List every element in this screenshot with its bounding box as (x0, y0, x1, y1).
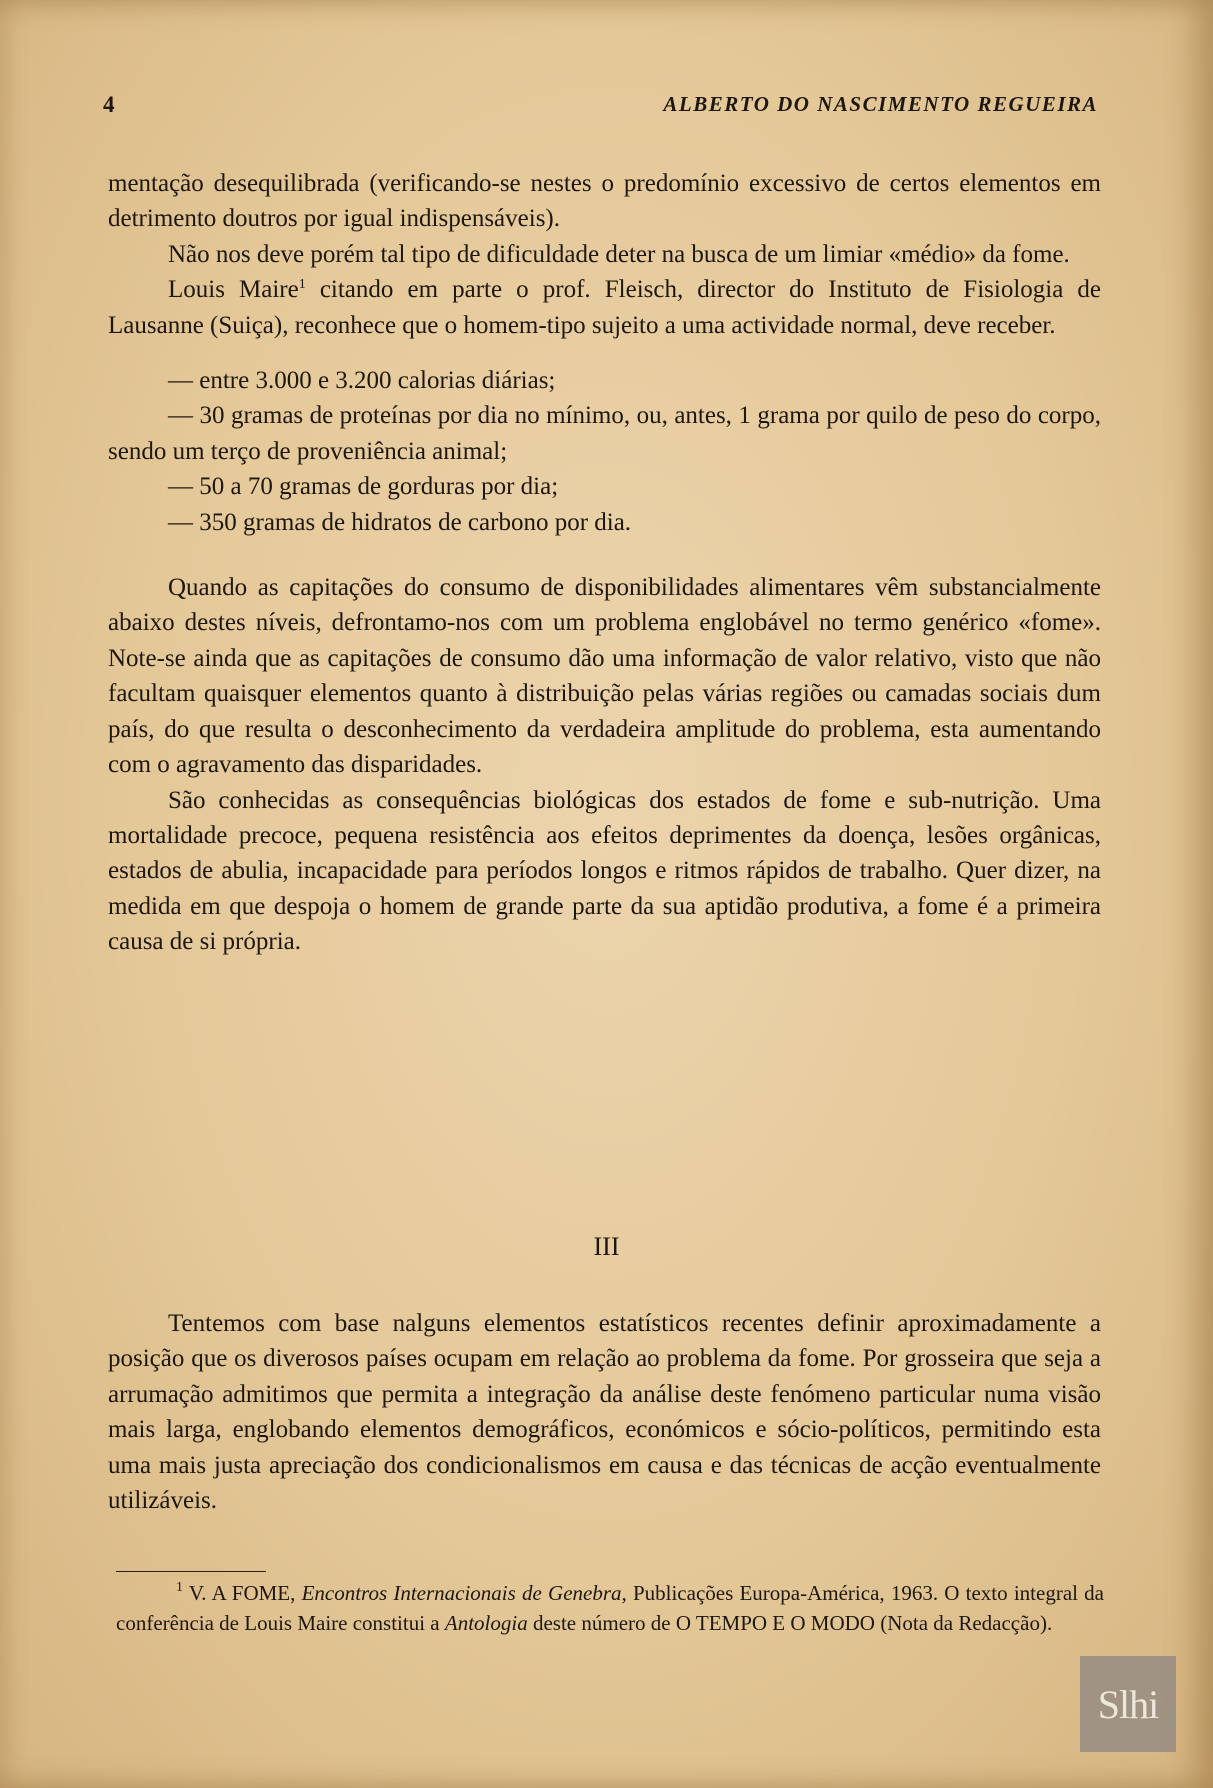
paragraph: Tentemos com base nalguns elementos estatísticos recentes definir aproximadamente a posição que os diverosos países ocupam em relação ao problema da fome. Por grosseira que seja a arrumação admitimos que permita a integração da análise deste fenómeno particular numa visão mais larga, englobando elementos demográficos, económicos e sócio-políticos, permitindo esta uma mais justa apreciação dos condicionalismos em causa e das técnicas de acção eventualmente utilizáveis. (108, 1310, 1101, 1515)
maire-text: citando em parte o prof. Fleisch, director do Instituto de Fisiologia de Lausanne (Suiça), reconhece que o homem-tipo sujeito a uma actividade normal, deve receber. (108, 276, 1102, 339)
list-item: — 50 a 70 gramas de gorduras por dia; (168, 473, 559, 501)
list-item: — 350 gramas de hidratos de carbono por dia. (168, 508, 632, 536)
body-text-top (108, 166, 1101, 960)
body-text-bottom (108, 1306, 1101, 1518)
running-title: ALBERTO DO NASCIMENTO REGUEIRA (663, 92, 1098, 116)
footnote-italic-title: Encontros Internacionais de Genebra, (301, 1581, 627, 1605)
footnotes (116, 1578, 1104, 1638)
paragraph-maire (108, 272, 1101, 343)
library-watermark-logo: Slhi (1080, 1656, 1176, 1752)
list-item: — 30 gramas de proteínas por dia no mínimo, ou, antes, 1 grama por quilo de peso do corpo, sendo um terço de proveniência animal; (108, 402, 1101, 465)
paragraph: mentação desequilibrada (verificando-se nestes o predomínio excessivo de certos elementos em detrimento doutros por igual indispensáveis). (108, 170, 1101, 233)
footnote-italic-antologia: Antologia (444, 1611, 528, 1635)
page-number: 4 (103, 92, 115, 117)
footnote-reference: 1 (298, 277, 306, 293)
running-head (103, 92, 1098, 128)
section-heading: III (593, 1232, 620, 1261)
footnote (116, 1578, 1104, 1638)
list-item: — entre 3.000 e 3.200 calorias diárias; (168, 367, 556, 395)
footnote-text: V. A FOME, (183, 1581, 302, 1605)
footnote-mark: 1 (176, 1580, 183, 1595)
footnote-text: deste número de O TEMPO E O MODO (Nota da Redacção). (527, 1611, 1053, 1635)
paragraph: São conhecidas as consequências biológicas dos estados de fome e sub-nutrição. Uma mortalidade precoce, pequena resistência aos efeitos deprimentes da doença, lesões orgânicas, estados de abulia, incapacidade para períodos longos e ritmos rápidos de trabalho. Quer dizer, na medida em que despoja o homem de grande parte da sua aptidão produtiva, a fome é a primeira causa de si própria. (108, 786, 1101, 956)
footnote-text: Publicações Europa-América, 1963. O texto integral da conferência de Louis Maire constitui a (116, 1581, 1104, 1635)
maire-name: Louis Maire (168, 276, 299, 304)
paragraph: Não nos deve porém tal tipo de dificuldade deter na busca de um limiar «médio» da fome. (168, 240, 1070, 268)
paragraph: Quando as capitações do consumo de disponibilidades alimentares vêm substancialmente abaixo destes níveis, defrontamo-nos com um problema englobável no termo genérico «fome». Note-se ainda que as capitações de consumo dão uma informação de valor relativo, visto que não facultam quaisquer elementos quanto à distribuição pelas várias regiões ou camadas sociais dum país, do que resulta o desconhecimento da verdadeira amplitude do problema, esta aumentando com o agravamento das disparidades. (108, 574, 1101, 779)
nutrition-requirements-list (108, 363, 1101, 540)
footnote-rule (116, 1571, 266, 1572)
